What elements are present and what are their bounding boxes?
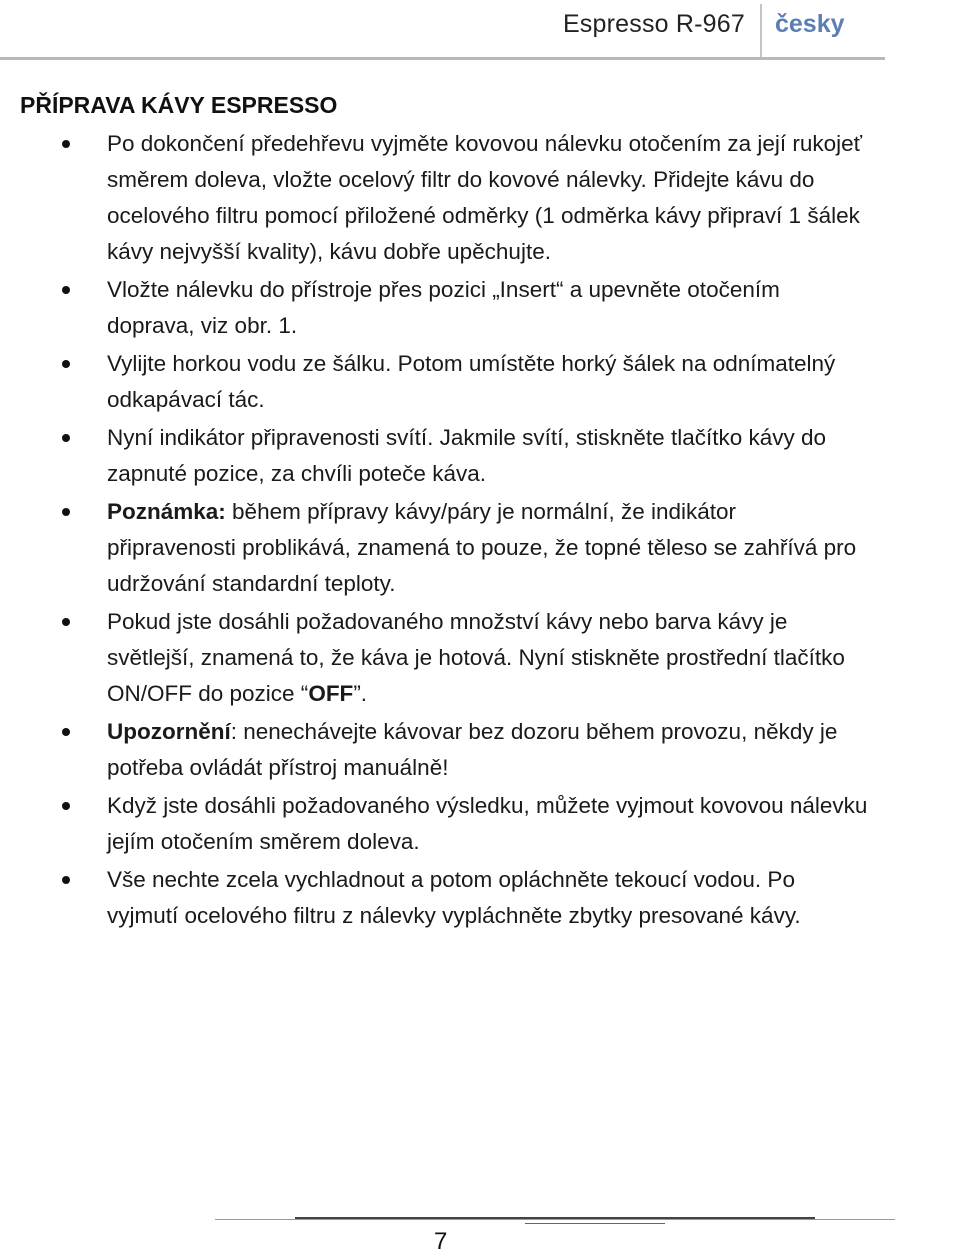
header-language-label: česky (775, 10, 845, 38)
note-label: Poznámka: (107, 499, 226, 524)
bullet-icon (62, 802, 70, 810)
list-item (0, 862, 900, 934)
bullet-icon (62, 728, 70, 736)
bullet-icon (62, 434, 70, 442)
list-item (0, 714, 900, 786)
off-label: OFF (308, 681, 354, 706)
list-item (0, 788, 900, 860)
list-item-text: během přípravy kávy/páry je normální, že indikátor připravenosti problikává, znamená to pouze, že topné těleso se zahřívá pro udržování standardní teploty. (107, 499, 857, 596)
page-number: 7 (434, 1228, 448, 1255)
list-item-text: Po dokončení předehřevu vyjměte kovovou nálevku otočením za její rukojeť směrem doleva, vložte ocelový filtr do kovové nálevky. Přidejte kávu do ocelového filtru pomocí přiložené odměrky (1 odměrka kávy připraví 1 šálek kávy nejvyšší kvality), kávu dobře upěchujte. (107, 131, 863, 264)
list-item-text: Vložte nálevku do přístroje přes pozici „Insert“ a upevněte otočením doprava, viz obr. 1. (107, 277, 780, 338)
list-item-text: : nenechávejte kávovar bez dozoru během provozu, někdy je potřeba ovládát přístroj manuálně! (107, 719, 838, 780)
list-item-text: Když jste dosáhli požadovaného výsledku, můžete vyjmout kovovou nálevku jejím otočením směrem doleva. (107, 793, 868, 854)
list-item (0, 604, 900, 712)
footer-rule (215, 1219, 895, 1220)
header-model-title: Espresso R-967 (562, 10, 745, 38)
list-item-text: Nyní indikátor připravenosti svítí. Jakmile svítí, stiskněte tlačítko kávy do zapnuté pozice, za chvíli poteče káva. (107, 425, 827, 486)
footer-rule (295, 1217, 815, 1219)
header-separator (760, 4, 762, 57)
section-heading: PŘÍPRAVA KÁVY ESPRESSO (20, 92, 338, 118)
instruction-list (0, 126, 900, 936)
header-rule (0, 57, 885, 60)
bullet-icon (62, 140, 70, 148)
bullet-icon (62, 360, 70, 368)
list-item (0, 420, 900, 492)
list-item (0, 272, 900, 344)
list-item-text: Vše nechte zcela vychladnout a potom opláchněte tekoucí vodou. Po vyjmutí ocelového filtru z nálevky vypláchněte zbytky presované kávy. (107, 867, 801, 928)
list-item (0, 126, 900, 270)
bullet-icon (62, 618, 70, 626)
list-item-text: Vylijte horkou vodu ze šálku. Potom umístěte horký šálek na odnímatelný odkapávací tác. (107, 351, 836, 412)
list-item (0, 346, 900, 418)
list-item-text: Pokud jste dosáhli požadovaného množství kávy nebo barva kávy je světlejší, znamená to, že káva je hotová. Nyní stiskněte prostřední tlačítko ON/OFF do pozice “ (107, 609, 845, 706)
list-item (0, 494, 900, 602)
bullet-icon (62, 876, 70, 884)
bullet-icon (62, 508, 70, 516)
list-item-tail: ”. (353, 681, 368, 706)
warning-label: Upozornění (107, 719, 231, 744)
bullet-icon (62, 286, 70, 294)
footer-rule (525, 1223, 665, 1224)
